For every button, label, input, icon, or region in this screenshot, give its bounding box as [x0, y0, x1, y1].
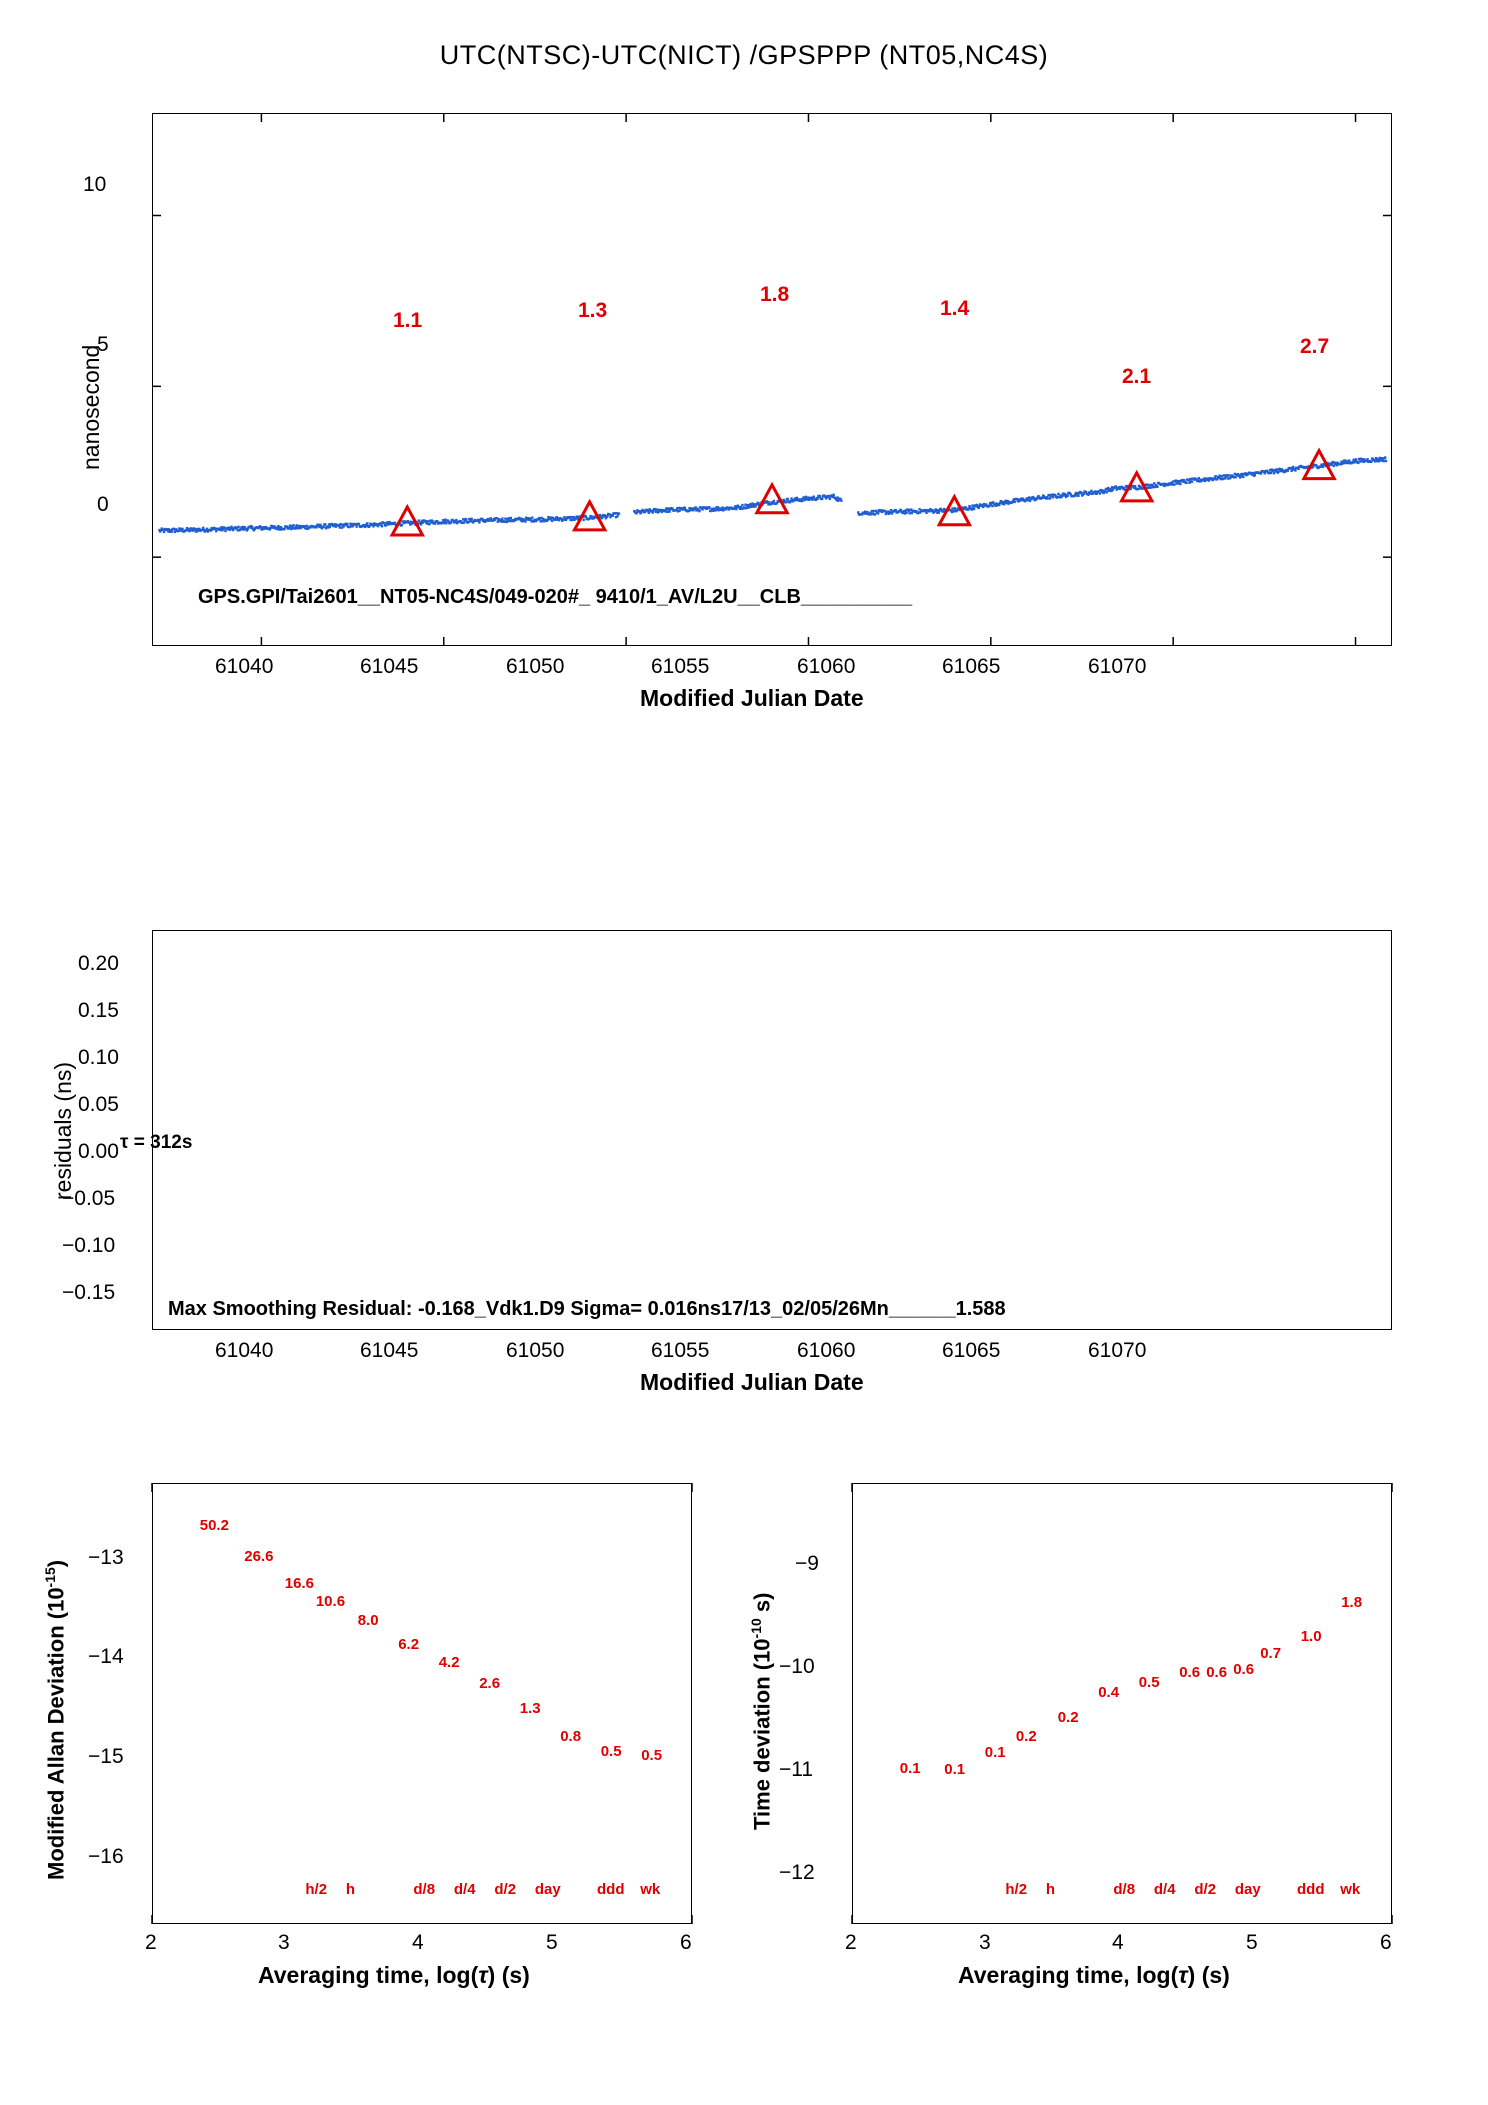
panel4-ytick-0: −9 — [795, 1552, 819, 1575]
chart-point-label: 0.6 — [1206, 1663, 1228, 1681]
tdev-chart-panel — [852, 1483, 1392, 1924]
panel1-xtick-4: 61060 — [797, 655, 856, 678]
panel2-xtick-2: 61050 — [506, 1339, 565, 1362]
panel1-xtick-1: 61045 — [360, 655, 419, 678]
chart-point-label: 0.7 — [1260, 1644, 1282, 1662]
panel2-xtick-1: 61045 — [360, 1339, 419, 1362]
chart-point-label: 0.5 — [1138, 1674, 1160, 1692]
panel1-marker-label-1: 1.3 — [578, 299, 608, 322]
panel2-xtick-3: 61055 — [651, 1339, 710, 1362]
panel1-marker-label-2: 1.8 — [760, 283, 790, 306]
chart-point-label: d/4 — [453, 1880, 476, 1898]
panel2-ytick-6: −0.10 — [62, 1234, 116, 1257]
panel2-annotation: Max Smoothing Residual: -0.168_Vdk1.D9 Sigma= 0.016ns17/13_02/05/26Mn______1.588 — [168, 1298, 1006, 1320]
panel3-xtick-3: 5 — [546, 1931, 558, 1954]
panel1-ytick-0: 0 — [97, 493, 109, 516]
panel1-annotation: GPS.GPI/Tai2601__NT05-NC4S/049-020#_ 9410/1_AV/L2U__CLB__________ — [198, 586, 913, 608]
panel4-xtick-1: 3 — [979, 1931, 991, 1954]
chart-point-label: wk — [1340, 1881, 1361, 1899]
panel1-marker-label-3: 1.4 — [940, 297, 970, 320]
panel1-marker-label-4: 2.1 — [1122, 365, 1152, 388]
chart-point-label: 0.1 — [899, 1759, 921, 1777]
chart-point-label: 0.6 — [1233, 1661, 1255, 1679]
panel2-ylabel: residuals (ns) — [50, 1061, 76, 1200]
panel2-xlabel: Modified Julian Date — [640, 1369, 864, 1395]
panel1-xtick-0: 61040 — [215, 655, 274, 678]
panel2-ytick-2: 0.10 — [78, 1046, 119, 1069]
chart-point-label: 26.6 — [244, 1548, 274, 1566]
chart-point-label: 1.8 — [1341, 1593, 1363, 1611]
panel3-ytick-1: −14 — [88, 1645, 124, 1668]
chart-point-label: d/4 — [1153, 1881, 1176, 1899]
panel3-ytick-0: −13 — [88, 1546, 124, 1569]
chart-point-label: 0.2 — [1015, 1727, 1037, 1745]
chart-point-label: wk — [640, 1880, 661, 1898]
panel2-ytick-5: −0.05 — [62, 1187, 116, 1210]
chart-point-label: 16.6 — [284, 1574, 314, 1592]
panel4-ytick-1: −10 — [779, 1655, 815, 1678]
panel3-ytick-3: −16 — [88, 1845, 124, 1868]
chart-point-label: h — [345, 1880, 356, 1898]
chart-point-label: 8.0 — [357, 1611, 379, 1629]
residuals-chart-panel — [152, 930, 1392, 1330]
chart-point-label: d/8 — [1113, 1881, 1136, 1899]
panel1-xtick-5: 61065 — [942, 655, 1001, 678]
madev-chart-panel — [152, 1483, 692, 1924]
panel1-ytick-10: 10 — [83, 173, 107, 196]
panel4-ytick-3: −12 — [779, 1861, 815, 1884]
panel3-xtick-1: 3 — [278, 1931, 290, 1954]
panel1-xtick-2: 61050 — [506, 655, 565, 678]
panel4-xtick-2: 4 — [1112, 1931, 1124, 1954]
chart-point-label: 50.2 — [199, 1516, 229, 1534]
panel1-xtick-3: 61055 — [651, 655, 710, 678]
chart-point-label: ddd — [597, 1880, 625, 1898]
panel3-xtick-2: 4 — [412, 1931, 424, 1954]
panel1-xlabel: Modified Julian Date — [640, 685, 864, 711]
panel3-xlabel: Averaging time, log(τ) (s) — [258, 1962, 530, 1988]
panel4-ytick-2: −11 — [779, 1758, 814, 1781]
chart-point-label: 6.2 — [398, 1636, 420, 1654]
panel1-xtick-6: 61070 — [1088, 655, 1147, 678]
chart-point-label: day — [1234, 1881, 1261, 1899]
panel3-ytick-2: −15 — [88, 1745, 124, 1768]
chart-point-label: 0.4 — [1098, 1684, 1120, 1702]
panel2-ytick-7: −0.15 — [62, 1281, 116, 1304]
chart-point-label: 0.5 — [600, 1743, 622, 1761]
panel2-xtick-5: 61065 — [942, 1339, 1001, 1362]
chart-point-label: day — [534, 1880, 561, 1898]
chart-point-label: 0.8 — [560, 1728, 582, 1746]
chart-point-label: h/2 — [1005, 1881, 1028, 1899]
panel2-xtick-6: 61070 — [1088, 1339, 1147, 1362]
panel4-xtick-3: 5 — [1246, 1931, 1258, 1954]
chart-point-label: d/2 — [1194, 1881, 1217, 1899]
panel3-xtick-0: 2 — [145, 1931, 157, 1954]
panel2-ytick-0: 0.20 — [78, 952, 119, 975]
chart-point-label: 0.2 — [1057, 1708, 1079, 1726]
panel2-ytick-1: 0.15 — [78, 999, 119, 1022]
panel4-xlabel: Averaging time, log(τ) (s) — [958, 1962, 1230, 1988]
chart-point-label: 10.6 — [315, 1593, 346, 1611]
chart-point-label: h — [1045, 1881, 1056, 1899]
panel4-xtick-4: 6 — [1380, 1931, 1392, 1954]
panel2-xtick-4: 61060 — [797, 1339, 856, 1362]
chart-point-label: 2.6 — [479, 1674, 501, 1692]
panel3-tau-note: τ = 312s — [120, 1132, 193, 1153]
panel1-marker-label-5: 2.7 — [1300, 335, 1330, 358]
chart-point-label: 0.1 — [944, 1761, 966, 1779]
panel3-ylabel: Modified Allan Deviation $(10^{-15})$ — [42, 1559, 69, 1880]
page-title: UTC(NTSC)-UTC(NICT) /GPSPPP (NT05,NC4S) — [439, 40, 1049, 70]
chart-point-label: d/8 — [413, 1880, 436, 1898]
chart-point-label: d/2 — [494, 1880, 517, 1898]
panel2-ytick-4: 0.00 — [78, 1140, 119, 1163]
chart-point-label: 1.0 — [1300, 1628, 1322, 1646]
panel2-xtick-0: 61040 — [215, 1339, 274, 1362]
panel3-xtick-4: 6 — [680, 1931, 692, 1954]
chart-point-label: 1.3 — [519, 1700, 541, 1718]
panel2-ytick-3: 0.05 — [78, 1093, 119, 1116]
chart-point-label: ddd — [1297, 1881, 1325, 1899]
chart-point-label: 0.6 — [1179, 1663, 1201, 1681]
chart-point-label: 4.2 — [438, 1653, 460, 1671]
chart-point-label: 0.5 — [641, 1746, 663, 1764]
chart-point-label: h/2 — [305, 1880, 328, 1898]
panel1-marker-label-0: 1.1 — [393, 309, 423, 332]
panel1-ylabel: nanosecond — [78, 344, 104, 470]
chart-point-label: 0.1 — [984, 1744, 1006, 1762]
panel1-ytick-5: 5 — [97, 333, 109, 356]
panel4-ylabel: Time deviation ($10^{-10}$ s) — [748, 1592, 775, 1830]
panel4-xtick-0: 2 — [845, 1931, 857, 1954]
